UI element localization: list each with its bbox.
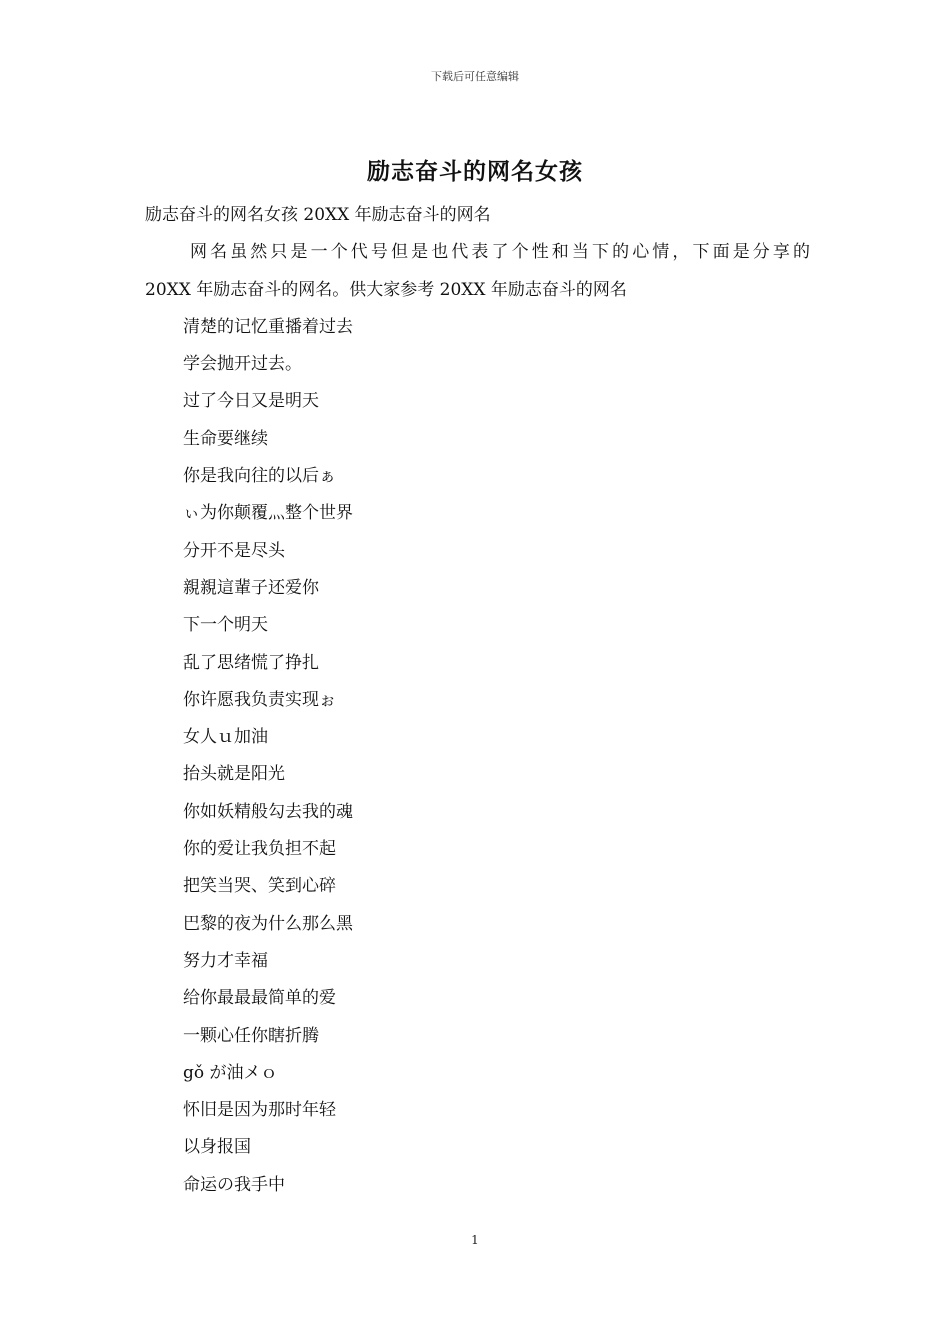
page-header-note: 下载后可任意编辑 bbox=[431, 70, 519, 83]
nickname-item: 清楚的记忆重播着过去 bbox=[183, 316, 353, 337]
nickname-item: 生命要继续 bbox=[183, 428, 268, 449]
nickname-item: 你的爱让我负担不起 bbox=[183, 839, 336, 860]
nickname-item: 过了今日又是明天 bbox=[183, 391, 319, 412]
nickname-item: ぃ为你颠覆灬整个世界 bbox=[183, 503, 353, 524]
intro-paragraph bbox=[145, 234, 810, 309]
nickname-item: 你许愿我负责实现ぉ bbox=[183, 689, 336, 710]
nickname-item: 把笑当哭、笑到心碎 bbox=[183, 876, 336, 897]
nickname-item: 你是我向往的以后ぁ bbox=[183, 466, 336, 487]
document-title: 励志奋斗的网名女孩 bbox=[367, 158, 583, 185]
nickname-item: 女人ｕ加油 bbox=[183, 727, 268, 748]
document-body bbox=[145, 197, 810, 1204]
document-subtitle: 励志奋斗的网名女孩 20XX 年励志奋斗的网名 bbox=[145, 205, 491, 225]
nickname-item: 努力才幸福 bbox=[183, 950, 268, 971]
nickname-item: 以身报国 bbox=[183, 1137, 251, 1158]
nickname-item: 你如妖精般勾去我的魂 bbox=[183, 801, 353, 822]
nickname-item: gǒ が油メｏ bbox=[183, 1062, 278, 1083]
nickname-item: 怀旧是因为那时年轻 bbox=[183, 1100, 336, 1121]
nickname-item: 学会抛开过去。 bbox=[183, 354, 302, 375]
nickname-item: 命运の我手中 bbox=[183, 1174, 285, 1195]
nickname-item: 抬头就是阳光 bbox=[183, 764, 285, 785]
nickname-item: 下一个明天 bbox=[183, 615, 268, 636]
nickname-list bbox=[145, 309, 810, 1204]
nickname-item: 乱了思绪慌了挣扎 bbox=[183, 652, 319, 673]
intro-line-1: 网名虽然只是一个代号但是也代表了个性和当下的心情，下面是分享的 bbox=[190, 242, 810, 263]
nickname-item: 一颗心任你瞎折腾 bbox=[183, 1025, 319, 1046]
intro-line-2: 20XX 年励志奋斗的网名。供大家参考 20XX 年励志奋斗的网名 bbox=[145, 279, 627, 300]
nickname-item: 给你最最最简单的爱 bbox=[183, 988, 336, 1009]
page-number: 1 bbox=[471, 1233, 479, 1247]
nickname-item: 分开不是尽头 bbox=[183, 540, 285, 561]
nickname-item: 親親這輩子还爱你 bbox=[183, 577, 319, 598]
nickname-item: 巴黎的夜为什么那么黑 bbox=[183, 913, 353, 934]
